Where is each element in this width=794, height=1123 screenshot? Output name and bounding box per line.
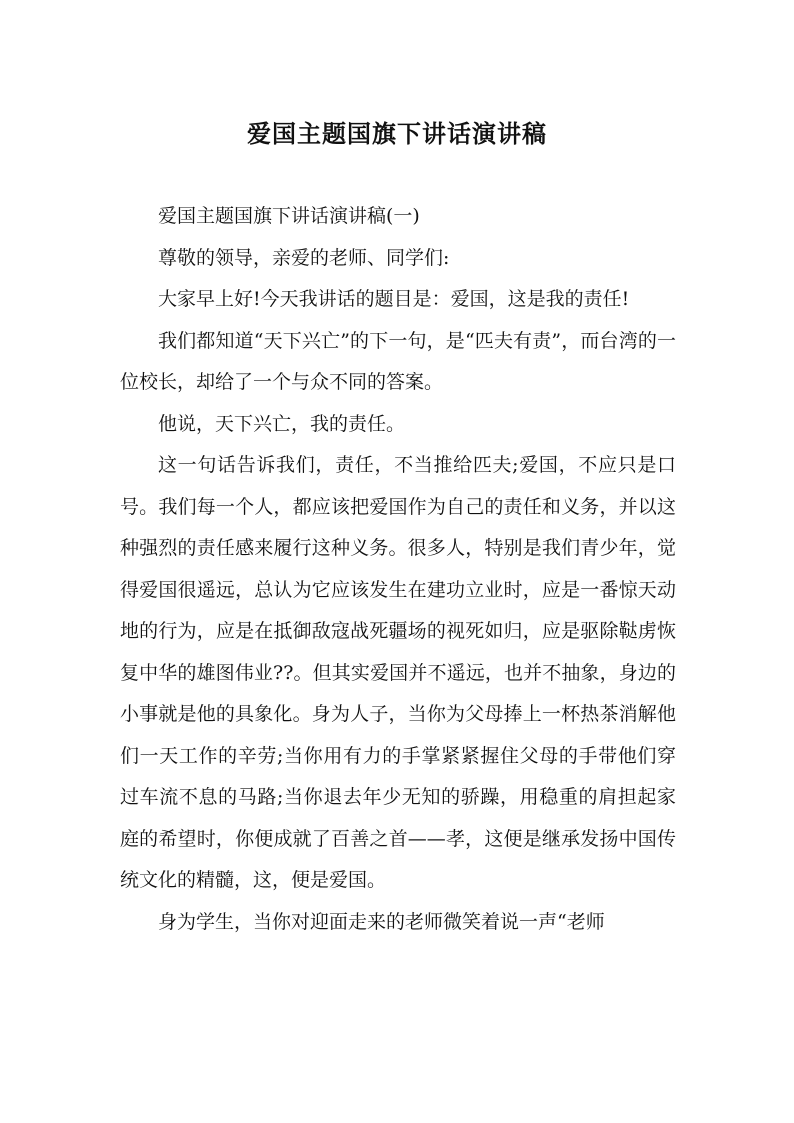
paragraph-subtitle: 爱国主题国旗下讲话演讲稿(一) — [158, 205, 420, 227]
paragraph-salutation: 尊敬的领导，亲爱的老师、同学们: — [158, 246, 450, 269]
paragraph-greeting: 大家早上好!今天我讲话的题目是：爱国，这是我的责任! — [158, 288, 630, 310]
paragraph-saying: 我们都知道“天下兴亡”的下一句，是“匹夫有责”，而台湾的一位校长，却给了一个与众不同的答案。 — [120, 329, 676, 393]
paragraph-principal-quote: 他说，天下兴亡，我的责任。 — [158, 412, 406, 435]
paragraph-main-body: 这一句话告诉我们，责任，不当推给匹夫;爱国，不应只是口号。我们每一个人，都应该把爱国作为自己的责任和义务，并以这种强烈的责任感来履行这种义务。很多人，特别是我们青少年，觉得爱国很遥远，总认为它应该发生在建功立业时，应是一番惊天动地的行为，应是在抵御敌寇战死疆场的视死如归，应是驱除鞑虏恢复中华的雄图伟业??。但其实爱国并不遥远，也并不抽象，身边的小事就是他的具象化。身为人子，当你为父母捧上一杯热茶消解他们一天工作的辛劳;当你用有力的手掌紧紧握住父母的手带他们穿过车流不息的马路;当你退去年少无知的骄躁，用稳重的肩担起家庭的希望时，你便成就了百善之首——孝，这便是继承发扬中国传统文化的精髓，这，便是爱国。 — [120, 454, 676, 891]
document-title: 爱国主题国旗下讲话演讲稿 — [247, 120, 547, 149]
document-body — [120, 196, 676, 943]
paragraph-student: 身为学生，当你对迎面走来的老师微笑着说一声“老师 — [158, 910, 605, 933]
